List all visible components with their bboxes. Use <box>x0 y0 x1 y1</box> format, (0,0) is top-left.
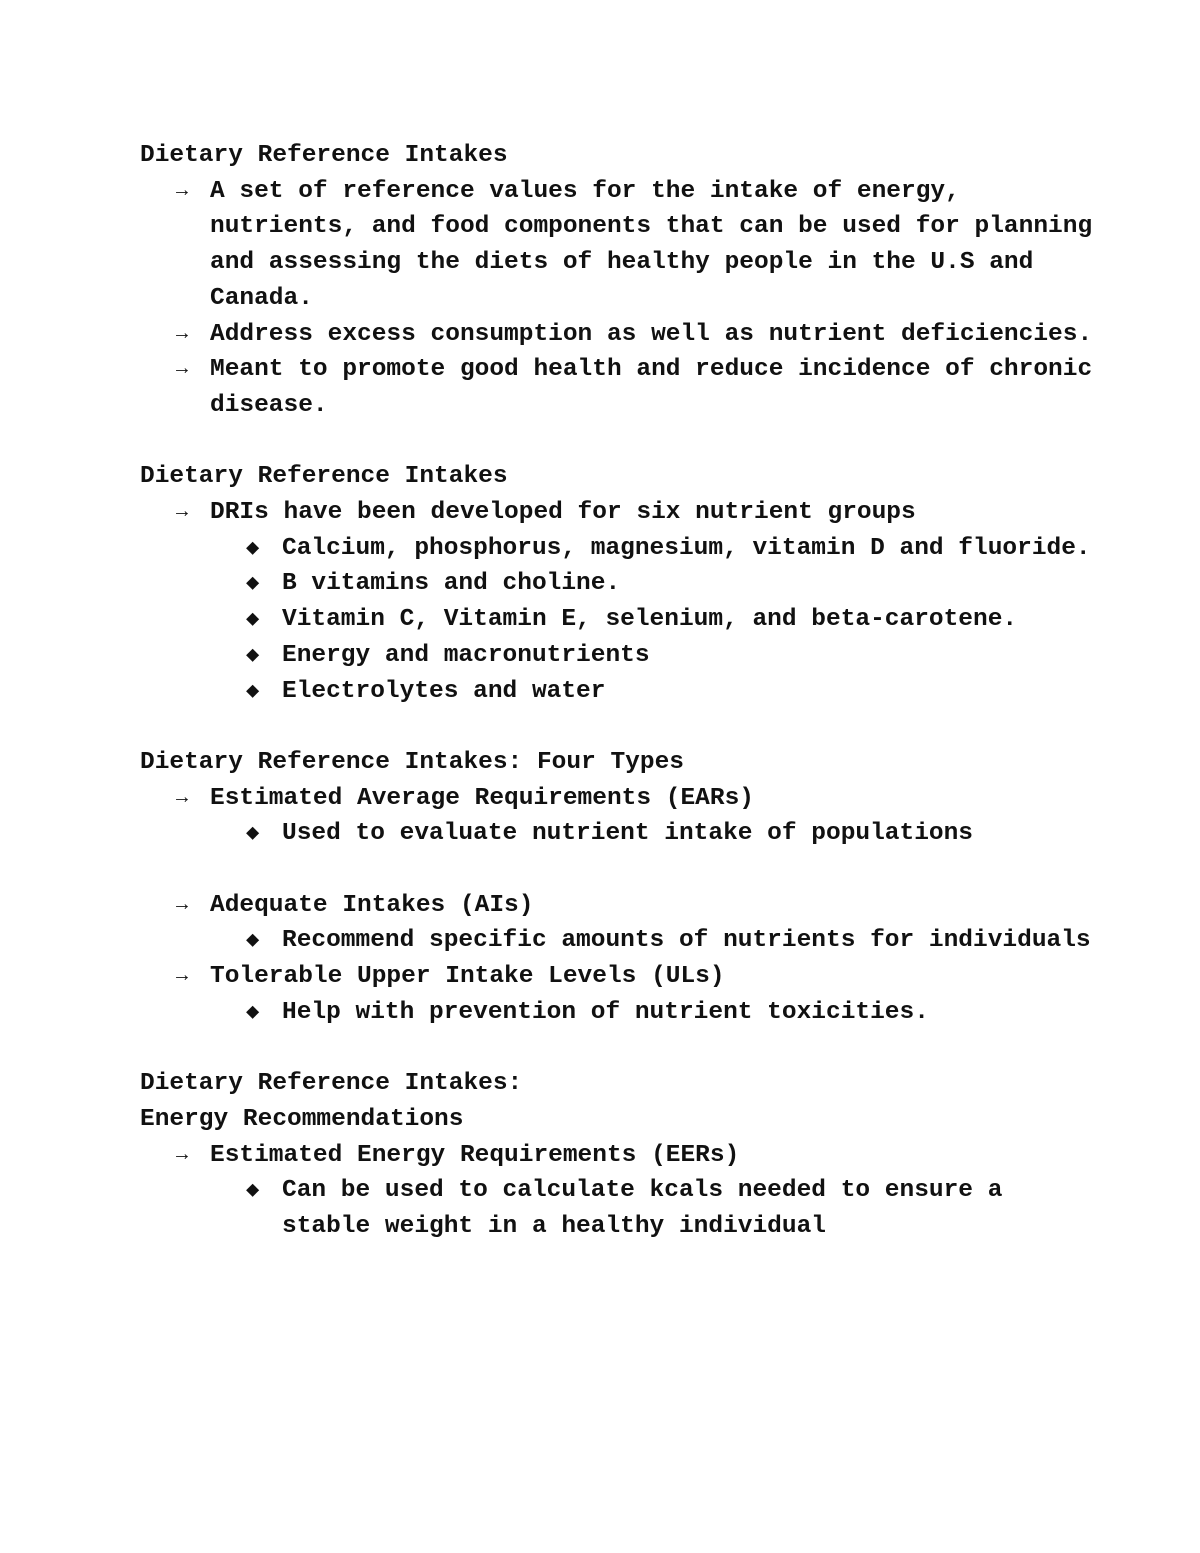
sub-list-item-text: Electrolytes and water <box>282 677 606 705</box>
sub-list-item-text: Can be used to calculate kcals needed to ensure a stable weight in a healthy individual <box>282 1177 1003 1241</box>
section-heading: Dietary Reference Intakes <box>140 142 508 169</box>
diamond-bullet-icon: ◆ <box>246 928 260 954</box>
arrow-bullet-icon: → <box>176 501 189 525</box>
list-item-text: Meant to promote good health and reduce incidence of chronic disease. <box>210 356 1093 419</box>
sub-list-item <box>140 566 1100 602</box>
list-item <box>140 959 1100 1030</box>
sub-bullet-list <box>140 816 1100 852</box>
sub-list-item <box>140 995 1100 1031</box>
sub-list-item-text: Calcium, phosphorus, magnesium, vitamin D and fluoride. <box>282 534 1091 562</box>
bullet-list <box>140 495 1100 709</box>
arrow-bullet-icon: → <box>176 893 189 917</box>
list-item-text: Tolerable Upper Intake Levels (ULs) <box>210 963 725 991</box>
sub-list-item-text: Vitamin C, Vitamin E, selenium, and beta-carotene. <box>282 606 1018 634</box>
sub-bullet-list <box>140 531 1100 710</box>
bullet-list <box>140 1138 1100 1245</box>
list-item <box>140 781 1100 852</box>
bullet-list <box>140 781 1100 1031</box>
diamond-bullet-icon: ◆ <box>246 642 260 668</box>
section-heading: Dietary Reference Intakes: Four Types <box>140 748 684 776</box>
sub-list-item <box>140 638 1100 674</box>
list-item <box>140 352 1100 423</box>
arrow-bullet-icon: → <box>176 179 189 203</box>
arrow-bullet-icon: → <box>176 322 189 346</box>
section-four-types <box>140 745 1100 1031</box>
diamond-bullet-icon: ◆ <box>246 535 260 561</box>
sub-list-item <box>140 674 1100 710</box>
list-item <box>140 888 1100 959</box>
arrow-bullet-icon: → <box>176 786 189 810</box>
diamond-bullet-icon: ◆ <box>246 821 260 847</box>
diamond-bullet-icon: ◆ <box>246 571 260 597</box>
list-item-text: Estimated Energy Requirements (EERs) <box>210 1141 740 1169</box>
sub-list-item-text: Help with prevention of nutrient toxicities. <box>282 998 929 1026</box>
list-item-text: A set of reference values for the intake of energy, nutrients, and food components that can be used for planning and assessing the diets of healthy people in the U.S and Canada. <box>210 177 1093 312</box>
sub-list-item <box>140 531 1100 567</box>
sub-bullet-list <box>140 995 1100 1031</box>
arrow-bullet-icon: → <box>176 965 189 989</box>
list-item-text: Estimated Average Requirements (EARs) <box>210 784 754 812</box>
list-item-text: Adequate Intakes (AIs) <box>210 891 534 919</box>
sub-bullet-list <box>140 1173 1100 1244</box>
list-item <box>140 1138 1100 1245</box>
diamond-bullet-icon: ◆ <box>246 607 260 633</box>
sub-bullet-list <box>140 923 1100 959</box>
sub-list-item-text: Used to evaluate nutrient intake of populations <box>282 820 974 848</box>
sub-list-item-text: B vitamins and choline. <box>282 570 621 598</box>
sub-list-item-text: Recommend specific amounts of nutrients for individuals <box>282 927 1091 955</box>
list-item-text: DRIs have been developed for six nutrient groups <box>210 499 916 527</box>
document-page <box>140 138 1100 1245</box>
diamond-bullet-icon: ◆ <box>246 1178 260 1204</box>
sub-list-item <box>140 1173 1100 1244</box>
section-heading: Dietary Reference Intakes <box>140 463 508 491</box>
list-item <box>140 174 1100 317</box>
diamond-bullet-icon: ◆ <box>246 678 260 704</box>
list-item <box>140 317 1100 353</box>
bullet-list <box>140 174 1100 424</box>
arrow-bullet-icon: → <box>176 1143 189 1167</box>
section-dri-overview <box>140 138 1100 424</box>
section-heading: Dietary Reference Intakes: Energy Recommendations <box>140 1070 523 1133</box>
list-item-text: Address excess consumption as well as nutrient deficiencies. <box>210 320 1093 348</box>
section-nutrient-groups <box>140 459 1100 709</box>
section-energy-recommendations <box>140 1066 1100 1245</box>
sub-list-item <box>140 923 1100 959</box>
sub-list-item-text: Energy and macronutrients <box>282 641 650 669</box>
list-item <box>140 495 1100 709</box>
sub-list-item <box>140 816 1100 852</box>
arrow-bullet-icon: → <box>176 358 189 382</box>
diamond-bullet-icon: ◆ <box>246 999 260 1025</box>
sub-list-item <box>140 602 1100 638</box>
